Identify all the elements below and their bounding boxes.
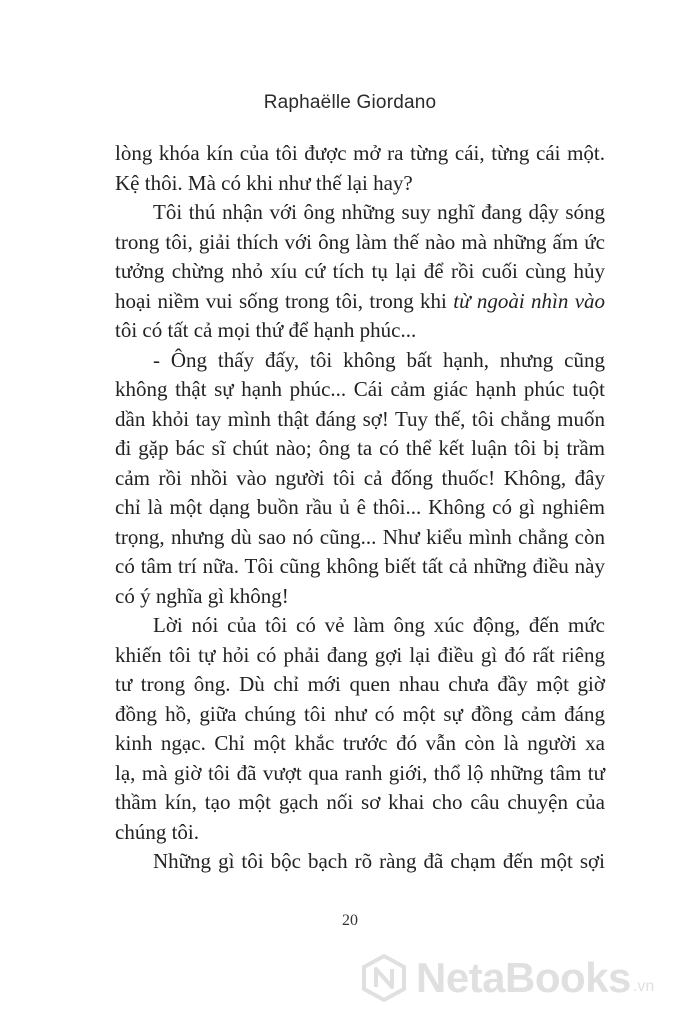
text-line: lạ, mà giờ tôi đã vượt qua ranh giới, thổ lộ những tâm tư <box>115 760 605 785</box>
watermark-suffix: .vn <box>632 978 655 995</box>
text-line: trọng, nhưng dù sao nó cũng... Như kiểu mình chẳng còn <box>115 524 605 549</box>
text-line: Lời nói của tôi có vẻ làm ông xúc động, đến mức <box>153 613 605 637</box>
page-number: 20 <box>342 912 358 929</box>
text-line: thầm kín, tạo một gạch nối sơ khai cho câu chuyện của <box>115 790 605 814</box>
netabooks-logo-icon <box>360 954 408 1002</box>
text-line: lòng khóa kín của tôi được mở ra từng cái, từng cái một. <box>115 141 605 165</box>
text-line: chúng tôi. <box>115 819 199 844</box>
text-line: tôi có tất cả mọi thứ để hạnh phúc... <box>115 318 417 342</box>
text-line: có ý nghĩa gì không! <box>115 583 289 608</box>
watermark <box>360 948 654 1008</box>
text-line: trong tôi, giải thích với ông làm thế nào mà những ấm ức <box>115 229 605 254</box>
text-line: Kệ thôi. Mà có khi như thế lại hay? <box>115 170 413 195</box>
text-line: Tôi thú nhận với ông những suy nghĩ đang dậy sóng <box>153 200 605 224</box>
body-text <box>115 139 605 877</box>
text-line: có tâm trí nữa. Tôi cũng không biết tất cả những điều này <box>115 554 605 578</box>
italic-phrase: từ ngoài nhìn vào <box>453 288 606 313</box>
text-line: tư trong ông. Dù chỉ mới quen nhau chưa đầy một giờ <box>115 672 605 696</box>
text-line: cảm rồi nhồi vào người tôi cả đống thuốc! Không, đây <box>115 465 605 490</box>
running-head: Raphaëlle Giordano <box>263 92 437 113</box>
text-line: - Ông thấy đấy, tôi không bất hạnh, nhưng cũng <box>153 347 605 372</box>
text-line-with-italic <box>115 287 605 317</box>
watermark-brand: NetaBooks <box>416 954 631 1001</box>
text-line: chỉ là một dạng buồn rầu ủ ê thôi... Không có gì nghiêm <box>115 495 605 519</box>
text-line: Những gì tôi bộc bạch rõ ràng đã chạm đến một sợi <box>153 849 605 873</box>
text-segment: hoại niềm vui sống trong tôi, trong khi <box>115 288 454 313</box>
text-line: dần khỏi tay mình thật đáng sợ! Tuy thế, tôi chẳng muốn <box>115 406 605 431</box>
text-line: kinh ngạc. Chỉ một khắc trước đó vẫn còn là người xa <box>115 731 605 755</box>
text-line: đi gặp bác sĩ chút nào; ông ta có thể kết luận tôi bị trầm <box>115 436 605 460</box>
text-line: đồng hồ, giữa chúng tôi như có một sự đồng cảm đáng <box>115 701 605 726</box>
text-line: không thật sự hạnh phúc... Cái cảm giác hạnh phúc tuột <box>115 377 605 401</box>
text-line: tưởng chừng nhỏ xíu cứ tích tụ lại để rồi cuối cùng hủy <box>115 259 605 283</box>
text-line: khiến tôi tự hỏi có phải đang gợi lại điều gì đó rất riêng <box>115 642 605 667</box>
